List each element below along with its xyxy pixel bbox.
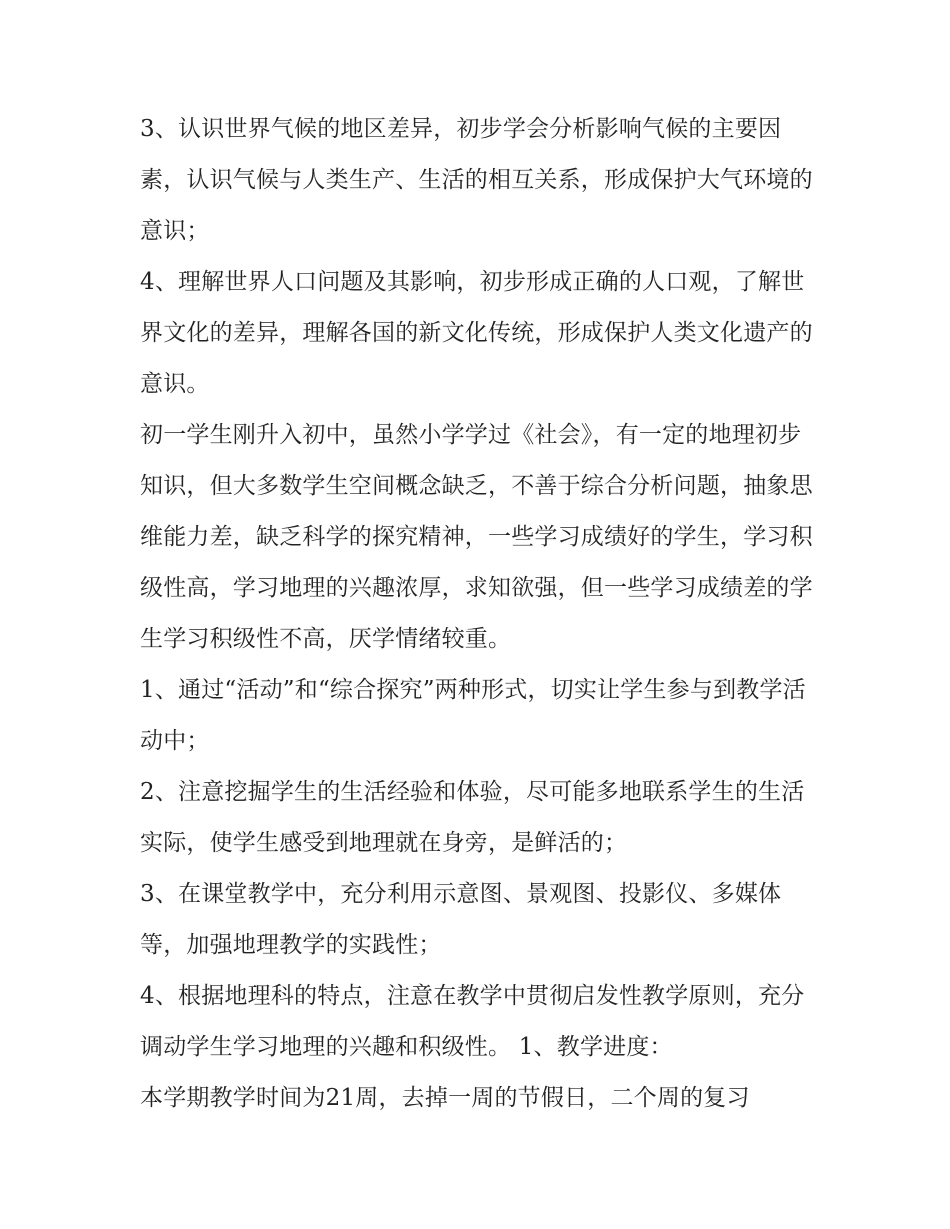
paragraph-measure-4: 4、根据地理科的特点，注意在教学中贯彻启发性教学原则，充分调动学生学习地理的兴趣和积级性。 1、教学进度： [140, 983, 805, 1060]
paragraph-climate-goal: 3、认识世界气候的地区差异，初步学会分析影响气候的主要因素，认识气候与人类生产、生活的相互关系，形成保护大气环境的意识； [140, 116, 813, 244]
paragraph-measure-2: 2、注意挖掘学生的生活经验和体验，尽可能多地联系学生的生活实际，使学生感受到地理就在身旁，是鲜活的； [140, 779, 805, 856]
paragraph-measure-3: 3、在课堂教学中，充分利用示意图、景观图、投影仪、多媒体等，加强地理教学的实践性； [140, 881, 782, 958]
document-body [140, 104, 820, 1124]
paragraph-student-analysis: 初一学生刚升入初中，虽然小学学过《社会》，有一定的地理初步知识，但大多数学生空间概念缺乏，不善于综合分析问题，抽象思维能力差，缺乏科学的探究精神，一些学习成绩好的学生，学习积级性高，学习地理的兴趣浓厚，求知欲强，但一些学习成绩差的学生学习积级性不高，厌学情绪较重。 [140, 422, 813, 652]
paragraph-measure-1: 1、通过“活动”和“综合探究”两种形式，切实让学生参与到教学活动中； [140, 677, 806, 754]
paragraph-population-goal: 4、理解世界人口问题及其影响，初步形成正确的人口观，了解世界文化的差异，理解各国的新文化传统，形成保护人类文化遗产的意识。 [140, 269, 813, 397]
paragraph-schedule: 本学期教学时间为21周，去掉一周的节假日，二个周的复习 [140, 1085, 750, 1111]
